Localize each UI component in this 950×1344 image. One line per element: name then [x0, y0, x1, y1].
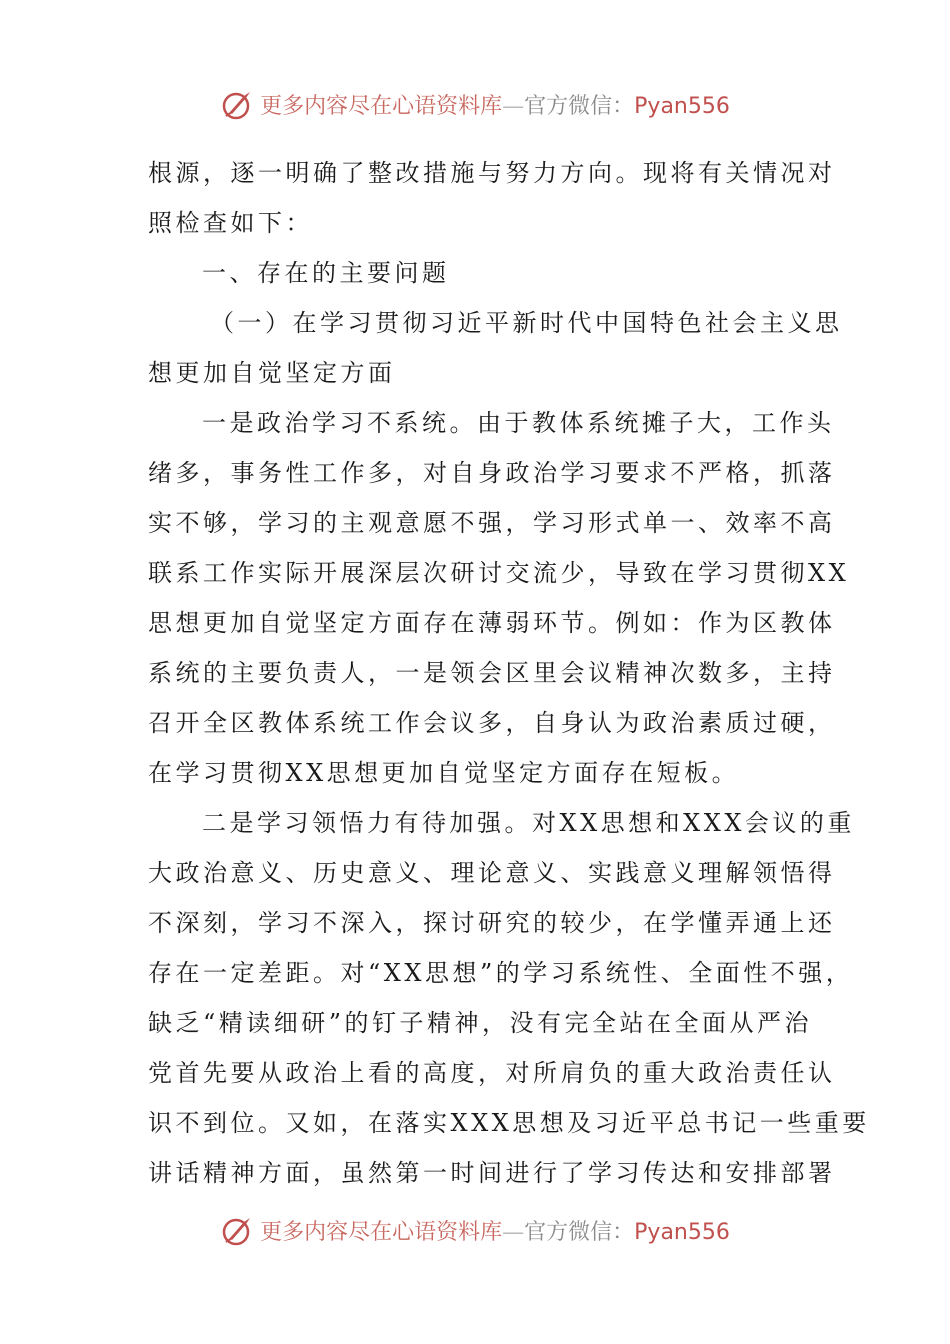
paragraph-line: 一是政治学习不系统。由于教体系统摊子大，工作头: [202, 409, 835, 437]
paragraph-line: 根源，逐一明确了整改措施与努力方向。现将有关情况对: [148, 159, 836, 187]
paragraph-line: 讲话精神方面，虽然第一时间进行了学习传达和安排部署: [148, 1159, 836, 1187]
watermark-separator: —: [502, 93, 525, 119]
watermark-brand: 更多内容尽在心语资料库: [260, 1219, 503, 1245]
paragraph-line: 大政治意义、历史意义、理论意义、实践意义理解领悟得: [148, 859, 836, 887]
pen-nib-logo-icon: [220, 86, 256, 122]
watermark-separator: —: [502, 1219, 525, 1245]
paragraph-line: 识不到位。又如，在落实XXX思想及习近平总书记一些重要: [148, 1109, 870, 1137]
paragraph-line: 缺乏“精读细研”的钉子精神，没有完全站在全面从严治: [148, 1009, 813, 1037]
section-heading: 一、存在的主要问题: [202, 259, 450, 287]
paragraph-line: 照检查如下：: [148, 209, 313, 237]
paragraph-line: 思想更加自觉坚定方面存在薄弱环节。例如：作为区教体: [148, 609, 836, 637]
paragraph-line: 实不够，学习的主观意愿不强，学习形式单一、效率不高: [148, 509, 836, 537]
paragraph-line: 党首先要从政治上看的高度，对所肩负的重大政治责任认: [148, 1059, 836, 1087]
subsection-heading: （一）在学习贯彻习近平新时代中国特色社会主义思: [210, 309, 843, 337]
paragraph-line: 召开全区教体系统工作会议多，自身认为政治素质过硬，: [148, 709, 836, 737]
paragraph-line: 绪多，事务性工作多，对自身政治学习要求不严格，抓落: [148, 459, 836, 487]
paragraph-line: 二是学习领悟力有待加强。对XX思想和XXX会议的重: [202, 809, 855, 837]
watermark-official-label: 官方微信：: [524, 1219, 635, 1245]
pen-nib-logo-icon: [220, 1212, 256, 1248]
footer-watermark-banner: [0, 1210, 950, 1250]
watermark-text: [260, 89, 730, 120]
paragraph-line: 不深刻，学习不深入，探讨研究的较少，在学懂弄通上还: [148, 909, 836, 937]
paragraph-line: 系统的主要负责人，一是领会区里会议精神次数多，主持: [148, 659, 836, 687]
paragraph-line: 联系工作实际开展深层次研讨交流少，导致在学习贯彻XX: [148, 559, 850, 587]
watermark-brand: 更多内容尽在心语资料库: [260, 93, 503, 119]
document-body: [148, 148, 870, 1198]
watermark-text: [260, 1215, 730, 1246]
header-watermark-banner: [0, 84, 950, 124]
watermark-wechat-id: Pyan556: [634, 1219, 730, 1245]
watermark-official-label: 官方微信：: [524, 93, 635, 119]
subsection-heading-cont: 想更加自觉坚定方面: [148, 359, 396, 387]
paragraph-line: 存在一定差距。对“XX思想”的学习系统性、全面性不强，: [148, 959, 854, 987]
paragraph-line: 在学习贯彻XX思想更加自觉坚定方面存在短板。: [148, 759, 740, 787]
watermark-wechat-id: Pyan556: [634, 93, 730, 119]
